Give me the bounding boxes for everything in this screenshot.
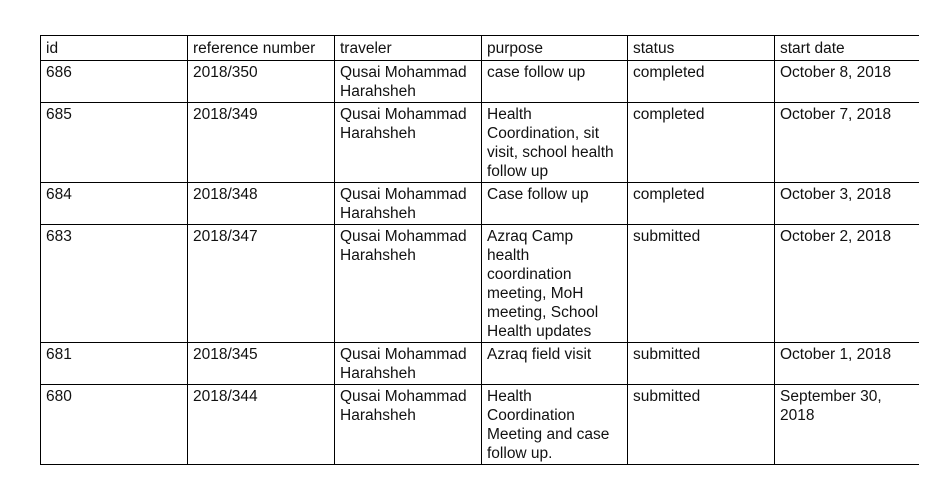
cell-purpose-line: Coordination, sit (487, 125, 600, 142)
column-header-traveler: traveler (335, 36, 482, 61)
cell-traveler-line: Harahsheh (340, 407, 416, 424)
cell-traveler-line: Qusai Mohammad (340, 186, 467, 203)
cell-status: completed (628, 103, 775, 183)
cell-reference-number: 2018/345 (188, 343, 335, 385)
cell-traveler (335, 61, 482, 103)
cell-reference-number: 2018/344 (188, 385, 335, 465)
cell-traveler (335, 343, 482, 385)
table-header-row (41, 36, 920, 61)
cell-purpose-line: Meeting and case (487, 426, 610, 443)
cell-purpose-line: meeting, MoH (487, 285, 584, 302)
cell-purpose-line: Health updates (487, 323, 592, 340)
cell-id: 684 (41, 183, 188, 225)
cell-status: completed (628, 61, 775, 103)
cell-purpose-line: case follow up (487, 64, 586, 81)
cell-start-date-line: October 7, 2018 (780, 106, 892, 123)
column-header-status: status (628, 36, 775, 61)
cell-purpose-line: Azraq Camp (487, 228, 574, 245)
cell-id: 681 (41, 343, 188, 385)
cell-start-date-line: 2018 (780, 407, 815, 424)
cell-status: completed (628, 183, 775, 225)
cell-traveler (335, 103, 482, 183)
cell-reference-number: 2018/350 (188, 61, 335, 103)
cell-id: 683 (41, 225, 188, 343)
cell-traveler-line: Harahsheh (340, 365, 416, 382)
cell-purpose (482, 385, 628, 465)
cell-purpose-line: visit, school health (487, 144, 614, 161)
table-row (41, 385, 920, 465)
cell-traveler (335, 225, 482, 343)
cell-purpose-line: Azraq field visit (487, 346, 592, 363)
cell-purpose (482, 103, 628, 183)
cell-id: 685 (41, 103, 188, 183)
cell-id: 686 (41, 61, 188, 103)
column-header-purpose: purpose (482, 36, 628, 61)
cell-purpose-line: coordination (487, 266, 572, 283)
column-header-reference-number: reference number (188, 36, 335, 61)
cell-status: submitted (628, 385, 775, 465)
cell-traveler-line: Harahsheh (340, 247, 416, 264)
cell-purpose-line: Coordination (487, 407, 575, 424)
cell-traveler-line: Qusai Mohammad (340, 388, 467, 405)
cell-purpose-line: health (487, 247, 530, 264)
cell-traveler-line: Qusai Mohammad (340, 346, 467, 363)
cell-start-date (775, 225, 920, 343)
cell-traveler-line: Qusai Mohammad (340, 64, 467, 81)
cell-reference-number: 2018/349 (188, 103, 335, 183)
cell-start-date-line: October 1, 2018 (780, 346, 892, 363)
cell-traveler-line: Harahsheh (340, 125, 416, 142)
cell-purpose-line: Case follow up (487, 186, 589, 203)
cell-traveler-line: Harahsheh (340, 205, 416, 222)
cell-purpose-line: Health (487, 106, 532, 123)
cell-status: submitted (628, 343, 775, 385)
cell-reference-number: 2018/348 (188, 183, 335, 225)
cell-id: 680 (41, 385, 188, 465)
cell-start-date (775, 61, 920, 103)
column-header-start-date: start date (775, 36, 920, 61)
table-row (41, 225, 920, 343)
cell-traveler-line: Qusai Mohammad (340, 106, 467, 123)
trip-table (40, 35, 919, 465)
cell-purpose (482, 61, 628, 103)
cell-start-date-line: October 8, 2018 (780, 64, 892, 81)
cell-traveler (335, 385, 482, 465)
trip-table-container (40, 35, 919, 481)
table-body (41, 61, 920, 465)
cell-traveler-line: Harahsheh (340, 83, 416, 100)
cell-purpose-line: follow up (487, 163, 549, 180)
cell-purpose (482, 183, 628, 225)
column-header-id: id (41, 36, 188, 61)
cell-start-date (775, 103, 920, 183)
cell-start-date (775, 385, 920, 465)
cell-reference-number: 2018/347 (188, 225, 335, 343)
table-row (41, 61, 920, 103)
cell-start-date-line: September 30, (780, 388, 882, 405)
cell-start-date-line: October 3, 2018 (780, 186, 892, 203)
cell-purpose-line: Health (487, 388, 532, 405)
cell-purpose-line: meeting, School (487, 304, 599, 321)
table-row (41, 183, 920, 225)
cell-traveler (335, 183, 482, 225)
table-row (41, 343, 920, 385)
cell-start-date (775, 183, 920, 225)
cell-purpose-line: follow up. (487, 445, 553, 462)
table-row (41, 103, 920, 183)
cell-start-date-line: October 2, 2018 (780, 228, 892, 245)
cell-purpose (482, 225, 628, 343)
cell-start-date (775, 343, 920, 385)
cell-status: submitted (628, 225, 775, 343)
cell-purpose (482, 343, 628, 385)
cell-traveler-line: Qusai Mohammad (340, 228, 467, 245)
